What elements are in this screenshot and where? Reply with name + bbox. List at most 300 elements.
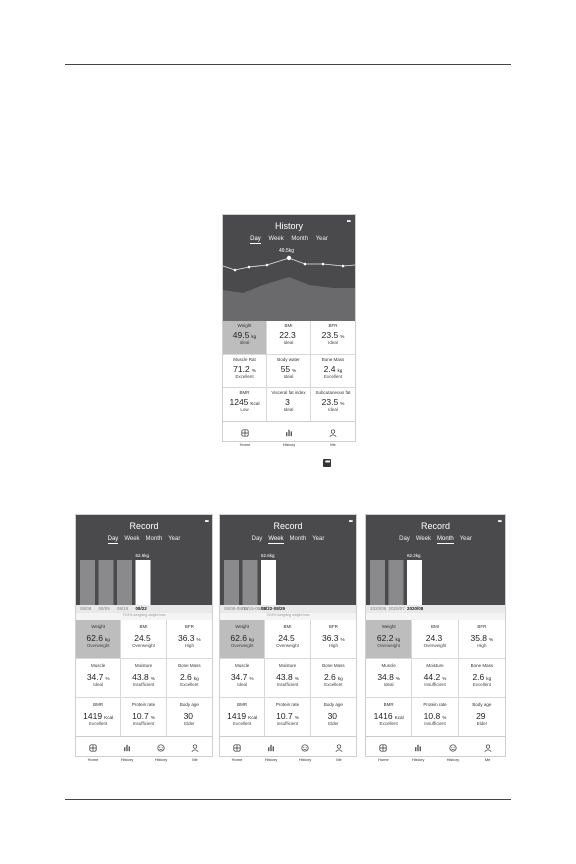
metric-unit: Kcal bbox=[104, 715, 114, 720]
metric-number: 43.8 bbox=[132, 672, 149, 682]
metric-value bbox=[459, 633, 505, 643]
metric-cell[interactable] bbox=[220, 659, 265, 698]
nav-item[interactable] bbox=[436, 737, 471, 762]
metric-value bbox=[76, 672, 120, 682]
record-metrics-grid bbox=[366, 620, 505, 737]
metric-value bbox=[223, 330, 266, 340]
bottom-rule bbox=[65, 799, 511, 800]
metric-label: Weight bbox=[91, 624, 106, 629]
tab-day[interactable]: Day bbox=[107, 536, 119, 542]
metric-cell[interactable] bbox=[223, 355, 267, 389]
metric-cell[interactable] bbox=[265, 659, 310, 698]
metric-label: Bone Mass bbox=[322, 663, 345, 668]
metric-number: 2.6 bbox=[179, 672, 192, 682]
metric-status: Insufficient bbox=[132, 682, 155, 687]
metric-unit: kg bbox=[193, 676, 199, 681]
metric-number: 62.2 bbox=[376, 633, 394, 643]
nav-item[interactable] bbox=[288, 737, 322, 762]
metric-label: Body age bbox=[179, 702, 199, 707]
metric-cell[interactable] bbox=[311, 388, 355, 422]
tab-day[interactable]: Day bbox=[251, 536, 263, 542]
nav-item[interactable] bbox=[311, 422, 355, 447]
nav-label: History bbox=[298, 757, 312, 762]
metric-label: Body water bbox=[277, 356, 300, 362]
metric-label: BMR bbox=[239, 390, 250, 395]
metric-value bbox=[223, 364, 266, 374]
nav-label: History bbox=[446, 757, 460, 762]
metric-status: Excellent bbox=[180, 682, 199, 687]
metric-cell[interactable] bbox=[265, 620, 310, 659]
metric-value bbox=[311, 672, 356, 682]
metric-number: 3 bbox=[285, 397, 290, 407]
x-tick-label: 08/22 bbox=[135, 606, 147, 611]
more-icon[interactable]: ••• bbox=[346, 219, 350, 225]
metric-unit: % bbox=[294, 715, 299, 720]
metric-number: 1416 bbox=[373, 711, 393, 721]
metric-cell[interactable] bbox=[167, 659, 212, 698]
metric-cell[interactable] bbox=[459, 620, 505, 659]
metric-cell[interactable] bbox=[220, 698, 265, 737]
metric-cell[interactable] bbox=[265, 698, 310, 737]
nav-item[interactable] bbox=[178, 737, 212, 762]
tab-month[interactable]: Month bbox=[289, 536, 307, 542]
nav-item[interactable] bbox=[144, 737, 178, 762]
metric-cell[interactable] bbox=[412, 698, 458, 737]
record-bottom-nav bbox=[220, 736, 356, 762]
tab-month[interactable]: Month bbox=[291, 236, 309, 242]
nav-item[interactable] bbox=[76, 737, 110, 762]
history-area bbox=[223, 277, 355, 321]
x-tick-label: 2020/07 bbox=[388, 606, 405, 611]
tab-week[interactable]: Week bbox=[268, 536, 284, 542]
tab-week[interactable]: Week bbox=[268, 236, 284, 242]
record-title: Record bbox=[273, 521, 303, 531]
metric-cell[interactable] bbox=[167, 698, 212, 737]
metric-label: Bone Mass bbox=[470, 663, 494, 668]
metric-unit: % bbox=[196, 637, 201, 642]
chart-bar[interactable] bbox=[243, 560, 258, 605]
metric-value bbox=[366, 672, 411, 682]
metric-cell[interactable] bbox=[366, 620, 412, 659]
metric-number: 1245 bbox=[229, 397, 249, 407]
metric-cell[interactable] bbox=[366, 698, 412, 737]
metric-cell[interactable] bbox=[121, 620, 166, 659]
home-grid-icon bbox=[366, 739, 401, 757]
metric-value bbox=[121, 633, 165, 643]
metric-cell[interactable] bbox=[76, 698, 121, 737]
metric-cell[interactable] bbox=[121, 698, 166, 737]
metric-number: 34.8 bbox=[377, 672, 394, 682]
bar-group bbox=[80, 560, 151, 605]
x-tick-label: 08/15-08/22 bbox=[242, 606, 267, 611]
metric-status: Elder bbox=[184, 721, 195, 726]
metric-value bbox=[311, 397, 355, 407]
record-hint: 75.6% weighing weight loss bbox=[220, 613, 356, 620]
metric-label: BFR bbox=[477, 624, 487, 629]
metric-label: Protein rate bbox=[275, 702, 300, 707]
record-title: Record bbox=[420, 521, 450, 531]
metric-status: Excellent bbox=[233, 721, 252, 726]
nav-item[interactable] bbox=[254, 737, 288, 762]
metric-number: 24.5 bbox=[134, 633, 151, 643]
metric-value bbox=[311, 711, 356, 721]
tab-year[interactable]: Year bbox=[459, 536, 472, 542]
metric-label: BFR bbox=[184, 624, 194, 629]
metric-label: BFR bbox=[328, 323, 338, 328]
metric-cell[interactable] bbox=[412, 620, 458, 659]
metric-number: 35.8 bbox=[470, 633, 488, 643]
metric-unit: % bbox=[340, 637, 345, 642]
nav-item[interactable] bbox=[366, 737, 401, 762]
nav-item[interactable] bbox=[110, 737, 144, 762]
metric-number: 10.7 bbox=[276, 711, 293, 721]
metric-unit: kg bbox=[248, 637, 254, 642]
metric-status: Elder bbox=[476, 721, 488, 726]
metric-number: 36.3 bbox=[321, 633, 339, 643]
metric-status: insufficient bbox=[276, 721, 299, 726]
metric-status: Ideal bbox=[93, 682, 104, 687]
metric-cell[interactable] bbox=[311, 620, 356, 659]
home-grid-icon bbox=[223, 424, 267, 442]
more-icon[interactable]: ••• bbox=[348, 519, 352, 525]
metric-value bbox=[459, 711, 505, 721]
metric-value bbox=[459, 672, 505, 682]
metric-cell[interactable] bbox=[76, 620, 121, 659]
record-bar-chart bbox=[76, 515, 212, 605]
x-axis-labels bbox=[76, 605, 212, 613]
metric-label: BMR bbox=[93, 702, 104, 707]
metric-unit: kg bbox=[395, 637, 401, 642]
metric-value bbox=[267, 364, 310, 374]
metric-status: Ideal bbox=[239, 340, 250, 345]
metric-status: Overweight bbox=[86, 643, 110, 648]
history-point bbox=[287, 256, 291, 260]
metric-label: Weight bbox=[235, 624, 250, 629]
metric-label: Bone Mass bbox=[321, 356, 345, 362]
metric-status: Ideal bbox=[283, 340, 294, 345]
metric-number: 49.5 bbox=[232, 330, 250, 340]
nav-label: History bbox=[120, 757, 134, 762]
nav-label: Me bbox=[192, 757, 198, 762]
metric-unit: % bbox=[150, 676, 155, 681]
record-metrics-grid bbox=[220, 620, 356, 737]
nav-label: Home bbox=[231, 757, 243, 762]
metric-number: 44.2 bbox=[423, 672, 441, 682]
nav-label: Home bbox=[239, 442, 251, 447]
x-tick-label: 2020/06 bbox=[370, 606, 387, 611]
x-axis-labels bbox=[220, 605, 356, 613]
metric-label: Moisture bbox=[426, 663, 444, 668]
metric-value bbox=[412, 672, 457, 682]
tab-month[interactable]: Month bbox=[437, 536, 454, 542]
history-point bbox=[342, 265, 345, 268]
metric-unit: kg bbox=[337, 676, 343, 681]
more-icon[interactable]: ••• bbox=[204, 519, 208, 525]
metric-unit: % bbox=[442, 676, 447, 681]
metric-status: Excellent bbox=[324, 682, 343, 687]
x-tick-label: 08/09 bbox=[98, 606, 110, 611]
tab-month[interactable]: Month bbox=[145, 536, 163, 542]
metric-status: Ideal bbox=[328, 407, 338, 412]
metric-value bbox=[267, 397, 310, 407]
metric-unit: Kcal bbox=[250, 401, 260, 406]
metric-cell[interactable] bbox=[223, 321, 267, 355]
nav-label: History bbox=[282, 442, 296, 447]
record-bar-chart bbox=[220, 515, 356, 605]
bar-chart-icon bbox=[110, 739, 144, 757]
history-metrics-grid bbox=[223, 321, 355, 422]
tab-year[interactable]: Year bbox=[168, 536, 181, 542]
metric-number: 34.7 bbox=[86, 672, 104, 682]
tab-year[interactable]: Year bbox=[315, 236, 328, 242]
chart-bar[interactable] bbox=[261, 560, 276, 605]
metric-status: High bbox=[328, 643, 338, 648]
metric-value bbox=[412, 711, 457, 721]
metric-unit: % bbox=[294, 676, 299, 681]
chart-bar[interactable] bbox=[407, 560, 422, 605]
home-grid-icon bbox=[76, 739, 110, 757]
history-point bbox=[322, 263, 325, 266]
metric-unit: % bbox=[489, 637, 494, 642]
tab-week[interactable]: Week bbox=[124, 536, 140, 542]
person-icon bbox=[322, 739, 356, 757]
person-icon bbox=[178, 739, 212, 757]
metric-label: BMI bbox=[284, 323, 293, 328]
more-icon[interactable]: ••• bbox=[497, 519, 501, 525]
metric-value bbox=[76, 633, 120, 643]
chart-bar[interactable] bbox=[117, 560, 132, 605]
metric-number: 2.6 bbox=[323, 672, 336, 682]
metric-label: BMR bbox=[237, 702, 248, 707]
metric-label: Body age bbox=[472, 702, 492, 707]
metric-label: Weight bbox=[381, 624, 396, 629]
record-screen-day bbox=[75, 514, 213, 762]
tab-year[interactable]: Year bbox=[312, 536, 325, 542]
metric-status: Ideal bbox=[328, 340, 338, 345]
more-icon: ••• bbox=[325, 459, 330, 466]
metric-unit: Kcal bbox=[248, 715, 258, 720]
metric-status: Overweight bbox=[230, 643, 254, 648]
metric-label: Muscle Rat bbox=[233, 356, 256, 362]
metric-label: Bone Mass bbox=[178, 663, 201, 668]
record-screen-week bbox=[219, 514, 357, 762]
metric-unit: % bbox=[249, 676, 254, 681]
metric-cell[interactable] bbox=[311, 698, 356, 737]
tab-day[interactable]: Day bbox=[250, 236, 261, 242]
tab-week[interactable]: Week bbox=[415, 536, 432, 542]
metric-value bbox=[265, 711, 309, 721]
metric-cell[interactable] bbox=[459, 659, 505, 698]
metric-cell[interactable] bbox=[167, 620, 212, 659]
x-tick-label: 08/22-08/29 bbox=[261, 606, 286, 611]
metric-status: High bbox=[184, 643, 194, 648]
bar-value-label: 62.6kg bbox=[135, 553, 150, 558]
metric-number: 30 bbox=[183, 711, 194, 721]
metric-number: 24.5 bbox=[278, 633, 295, 643]
metric-label: Visceral fat index bbox=[271, 390, 306, 395]
metric-status: Insufficient bbox=[132, 721, 155, 726]
x-tick-label: 08/08 bbox=[80, 606, 92, 611]
bar-chart-icon bbox=[401, 739, 436, 757]
metric-status: Overweight bbox=[132, 643, 155, 648]
metric-status: Elder bbox=[328, 721, 339, 726]
record-bottom-nav bbox=[76, 736, 212, 762]
metric-cell[interactable] bbox=[311, 321, 355, 355]
metric-number: 34.7 bbox=[230, 672, 248, 682]
metric-status: Insufficient bbox=[424, 721, 446, 726]
metric-value bbox=[267, 330, 310, 340]
record-bar-chart bbox=[366, 515, 505, 605]
metric-unit: % bbox=[340, 401, 345, 406]
metric-number: 22.3 bbox=[279, 330, 296, 340]
metric-cell[interactable] bbox=[267, 355, 311, 389]
metric-value bbox=[167, 672, 212, 682]
metric-status: Ideal bbox=[237, 682, 248, 687]
nav-item[interactable] bbox=[470, 737, 505, 762]
metric-number: 29 bbox=[476, 711, 486, 721]
chart-bar[interactable] bbox=[370, 560, 385, 605]
chart-bar[interactable] bbox=[224, 560, 239, 605]
person-icon bbox=[470, 739, 505, 757]
metric-status: Overweight bbox=[377, 643, 401, 648]
metric-label: Weight bbox=[237, 323, 252, 328]
x-tick-label: 08/19 bbox=[117, 606, 129, 611]
nav-item[interactable] bbox=[220, 737, 254, 762]
chart-bar[interactable] bbox=[99, 560, 114, 605]
tab-day[interactable]: Day bbox=[399, 536, 410, 542]
nav-label: Home bbox=[378, 757, 389, 762]
metric-unit: kg bbox=[337, 367, 343, 373]
metric-cell[interactable] bbox=[366, 659, 412, 698]
metric-value bbox=[311, 633, 356, 643]
bar-group bbox=[370, 560, 422, 605]
face-icon bbox=[436, 739, 471, 757]
metric-number: 10.8 bbox=[423, 711, 441, 721]
metric-value bbox=[265, 672, 309, 682]
metric-status: Ideal bbox=[283, 373, 294, 379]
metric-number: 55 bbox=[280, 363, 291, 374]
metric-value bbox=[265, 633, 309, 643]
metric-number: 2.4 bbox=[323, 363, 336, 374]
metric-label: Muscle bbox=[235, 663, 250, 668]
metric-status: Overweight bbox=[423, 643, 447, 648]
metric-value bbox=[167, 633, 212, 643]
metric-value bbox=[121, 711, 165, 721]
metric-number: 1419 bbox=[83, 711, 103, 721]
metric-status: Insufficient bbox=[276, 682, 299, 687]
metric-number: 23.5 bbox=[321, 397, 339, 407]
metric-status: Ideal bbox=[283, 407, 294, 412]
metric-value bbox=[167, 711, 212, 721]
metric-cell[interactable] bbox=[459, 698, 505, 737]
metric-unit: kg bbox=[104, 637, 110, 642]
nav-item[interactable] bbox=[401, 737, 436, 762]
bar-chart-icon bbox=[267, 424, 311, 442]
nav-item[interactable] bbox=[267, 422, 311, 447]
history-points bbox=[234, 256, 345, 271]
history-point bbox=[266, 264, 269, 267]
nav-label: History bbox=[264, 757, 278, 762]
metric-label: Body age bbox=[323, 702, 343, 707]
metric-cell[interactable] bbox=[311, 659, 356, 698]
metric-label: Protein rate bbox=[131, 702, 156, 707]
metric-number: 62.6 bbox=[86, 633, 103, 643]
metric-number: 43.8 bbox=[276, 672, 293, 682]
metric-value bbox=[366, 633, 411, 643]
nav-label: Me bbox=[330, 442, 336, 447]
metric-number: 23.5 bbox=[321, 330, 339, 340]
metric-number: 36.3 bbox=[177, 633, 195, 643]
metric-label: Protein rate bbox=[423, 702, 447, 707]
metric-label: Moisture bbox=[278, 663, 297, 668]
nav-item[interactable] bbox=[223, 422, 267, 447]
metric-status: High bbox=[477, 643, 487, 648]
record-screen-month bbox=[365, 514, 506, 762]
home-grid-icon bbox=[220, 739, 254, 757]
metric-label: BFR bbox=[328, 624, 338, 629]
x-axis-labels bbox=[366, 605, 505, 613]
metric-cell[interactable] bbox=[267, 388, 311, 422]
metric-status: Excellent bbox=[235, 373, 254, 379]
metric-value bbox=[220, 633, 264, 643]
bar-value-label: 62.2kg bbox=[407, 553, 421, 558]
metric-status: Overweight bbox=[276, 643, 299, 648]
metric-status: Insufficient bbox=[424, 682, 446, 687]
metric-label: Muscle bbox=[91, 663, 106, 668]
metric-number: 24.3 bbox=[425, 633, 443, 643]
metric-value bbox=[311, 330, 355, 340]
nav-label: Me bbox=[484, 757, 491, 762]
metric-value bbox=[76, 711, 120, 721]
metric-value bbox=[412, 633, 457, 643]
metric-cell[interactable] bbox=[311, 355, 355, 389]
metric-number: 10.7 bbox=[132, 711, 149, 721]
history-point bbox=[304, 263, 307, 266]
metric-cell[interactable] bbox=[223, 388, 267, 422]
metric-cell[interactable] bbox=[220, 620, 265, 659]
metric-unit: % bbox=[340, 334, 345, 339]
history-title: History bbox=[274, 221, 303, 231]
metric-cell[interactable] bbox=[267, 321, 311, 355]
metric-cell[interactable] bbox=[76, 659, 121, 698]
metric-number: 2.6 bbox=[472, 672, 485, 682]
metric-cell[interactable] bbox=[412, 659, 458, 698]
metric-unit: % bbox=[150, 715, 155, 720]
metric-cell[interactable] bbox=[121, 659, 166, 698]
nav-label: History bbox=[154, 757, 168, 762]
metric-unit: % bbox=[292, 367, 297, 373]
record-title: Record bbox=[129, 521, 159, 531]
metric-unit: Kcal bbox=[394, 715, 404, 720]
metric-label: Moisture bbox=[134, 663, 153, 668]
record-hint: 75.6% weighing weight loss bbox=[76, 613, 212, 620]
metric-unit: % bbox=[442, 715, 447, 720]
chart-bar[interactable] bbox=[136, 560, 151, 605]
nav-label: Home bbox=[87, 757, 99, 762]
record-hint bbox=[366, 613, 505, 620]
metric-label: Muscle bbox=[381, 663, 396, 668]
chart-bar[interactable] bbox=[80, 560, 95, 605]
bar-chart-icon bbox=[254, 739, 288, 757]
metric-value bbox=[366, 711, 411, 721]
metric-status: Ideal bbox=[383, 682, 394, 687]
metric-value bbox=[121, 672, 165, 682]
chart-bar[interactable] bbox=[389, 560, 404, 605]
metric-number: 30 bbox=[327, 711, 338, 721]
nav-item[interactable] bbox=[322, 737, 356, 762]
history-point bbox=[248, 266, 251, 269]
metric-value bbox=[220, 711, 264, 721]
